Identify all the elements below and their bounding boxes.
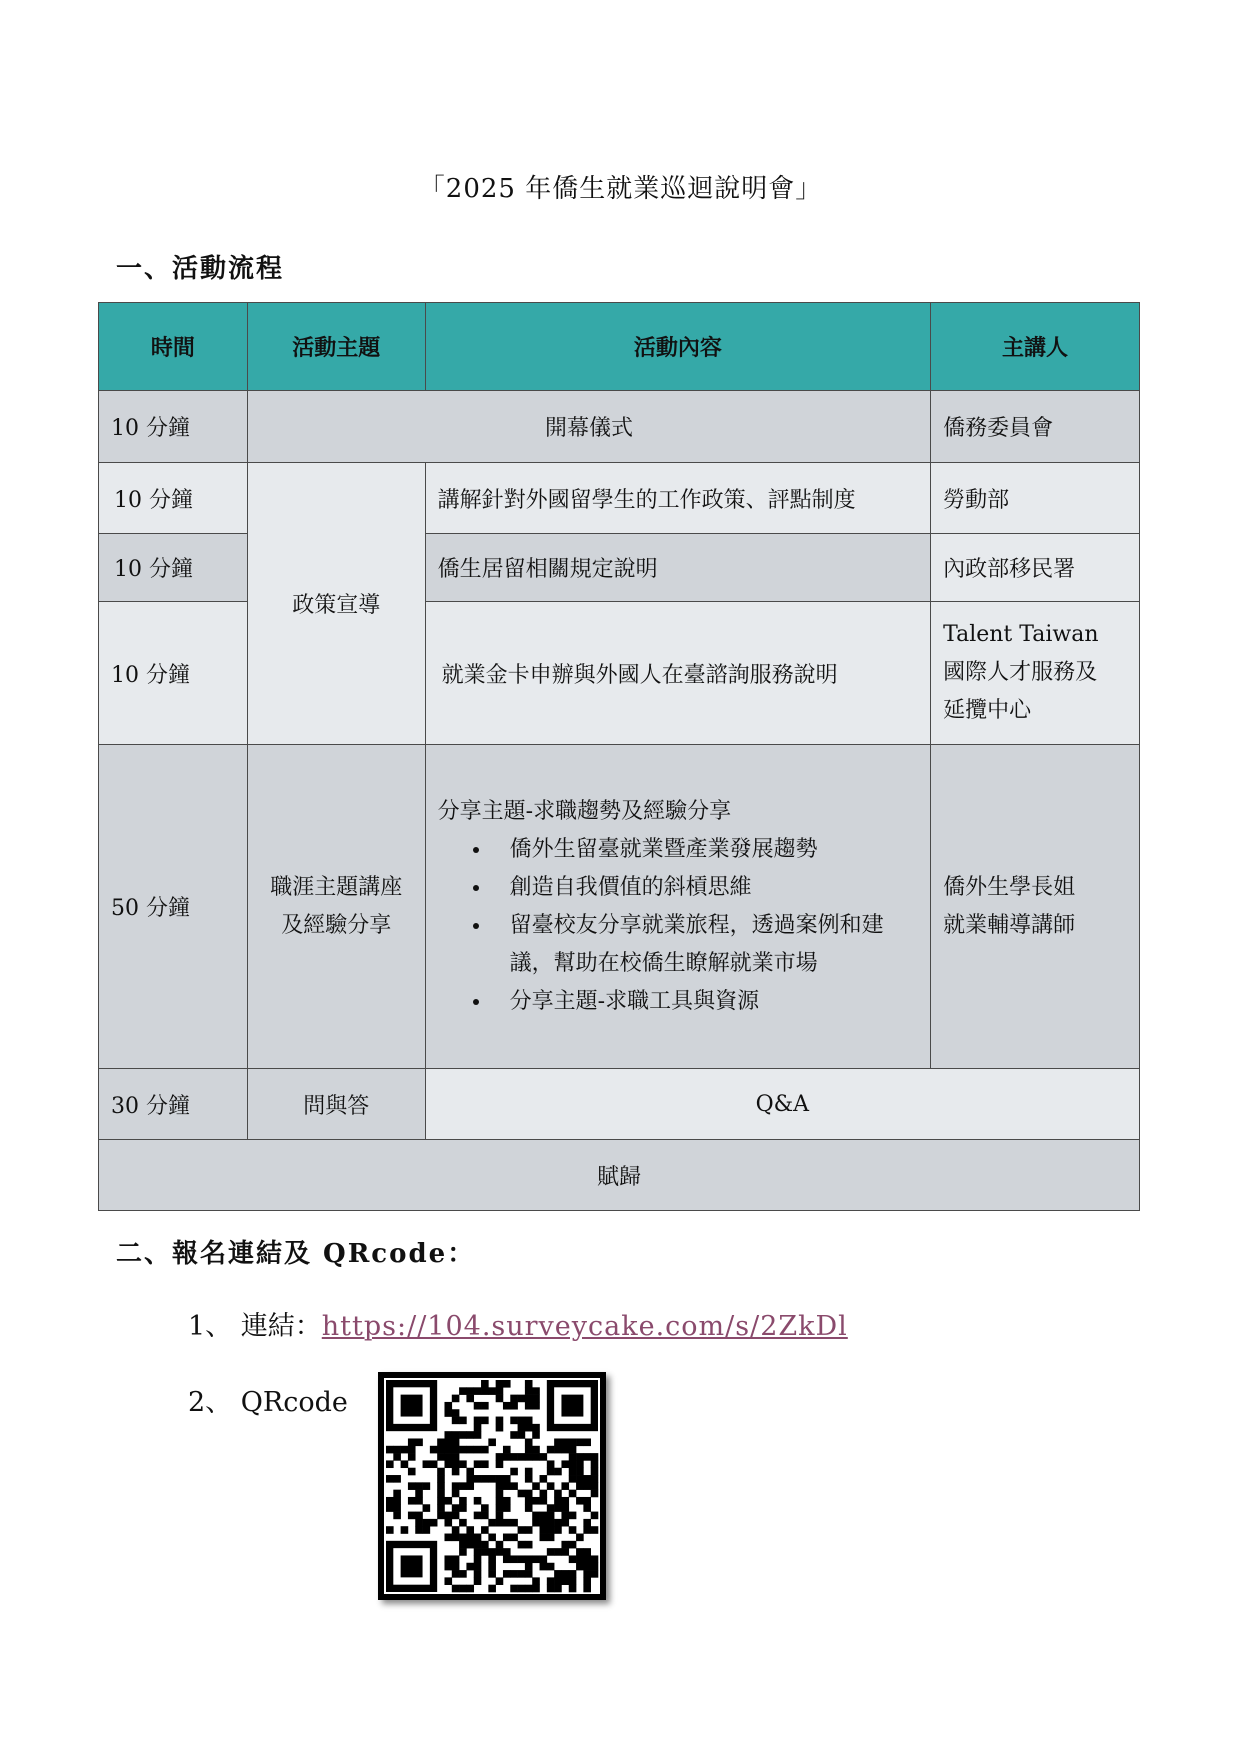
qr-code-icon[interactable]	[378, 1372, 606, 1600]
list-item: • 分享主題-求職工具與資源	[492, 983, 918, 1021]
header-theme: 活動主題	[247, 303, 425, 391]
content-cell: 就業金卡申辦與外國人在臺諮詢服務說明	[425, 602, 930, 745]
speaker-cell: 內政部移民署	[931, 534, 1140, 602]
content-cell: Q&A	[425, 1069, 1139, 1140]
theme-cell: 問與答	[247, 1069, 425, 1140]
table-row	[99, 391, 1140, 463]
header-speaker: 主講人	[931, 303, 1140, 391]
content-intro: 分享主題-求職趨勢及經驗分享	[437, 798, 732, 824]
theme-line: 及經驗分享	[281, 912, 392, 938]
speaker-line: 僑外生學長姐	[943, 874, 1076, 900]
list-item: • 留臺校友分享就業旅程，透過案例和建議，幫助在校僑生瞭解就業市場	[492, 907, 918, 983]
list-item: • 創造自我價值的斜槓思維	[492, 869, 918, 907]
page-title: 「2025 年僑生就業巡迴說明會」	[418, 174, 823, 204]
theme-cell	[247, 745, 425, 1069]
time-cell: 10 分鐘	[99, 602, 248, 745]
speaker-cell	[931, 745, 1140, 1069]
table-row	[99, 1140, 1140, 1211]
table-header-row	[99, 303, 1140, 391]
table-row	[99, 745, 1140, 1069]
section-heading-registration: 二、報名連結及 QRcode：	[116, 1239, 476, 1269]
speaker-cell	[931, 602, 1140, 745]
speaker-line: 國際人才服務及	[943, 660, 1098, 685]
content-cell: 僑生居留相關規定說明	[425, 534, 930, 602]
registration-link[interactable]: https://104.surveycake.com/s/2ZkDl	[321, 1311, 848, 1342]
link-label: 1、 連結：	[188, 1311, 322, 1342]
list-item: • 僑外生留臺就業暨產業發展趨勢	[492, 831, 918, 869]
speaker-cell: 僑務委員會	[931, 391, 1140, 463]
schedule-table	[98, 302, 1140, 1211]
table-row	[99, 463, 1140, 534]
content-bullet-list	[438, 831, 918, 1021]
time-cell: 10 分鐘	[99, 463, 248, 534]
theme-line: 職涯主題講座	[270, 874, 403, 900]
time-cell: 50 分鐘	[99, 745, 248, 1069]
time-cell: 30 分鐘	[99, 1069, 248, 1140]
header-time: 時間	[99, 303, 248, 391]
section-heading-schedule: 一、活動流程	[116, 254, 285, 284]
speaker-line: Talent Taiwan	[943, 622, 1099, 647]
qr-label: 2、 QRcode	[188, 1387, 348, 1418]
time-cell: 10 分鐘	[99, 391, 248, 463]
content-cell: 講解針對外國留學生的工作政策、評點制度	[425, 463, 930, 534]
time-cell: 10 分鐘	[99, 534, 248, 602]
header-content: 活動內容	[425, 303, 930, 391]
content-cell: 開幕儀式	[247, 391, 930, 463]
theme-cell: 政策宣導	[247, 463, 425, 745]
registration-link-line	[188, 1304, 848, 1343]
closing-cell: 賦歸	[99, 1140, 1140, 1211]
table-row	[99, 1069, 1140, 1140]
speaker-line: 就業輔導講師	[943, 912, 1076, 938]
speaker-cell: 勞動部	[931, 463, 1140, 534]
qr-code-graphic	[378, 1372, 606, 1600]
content-cell	[425, 745, 930, 1069]
speaker-line: 延攬中心	[943, 698, 1032, 723]
